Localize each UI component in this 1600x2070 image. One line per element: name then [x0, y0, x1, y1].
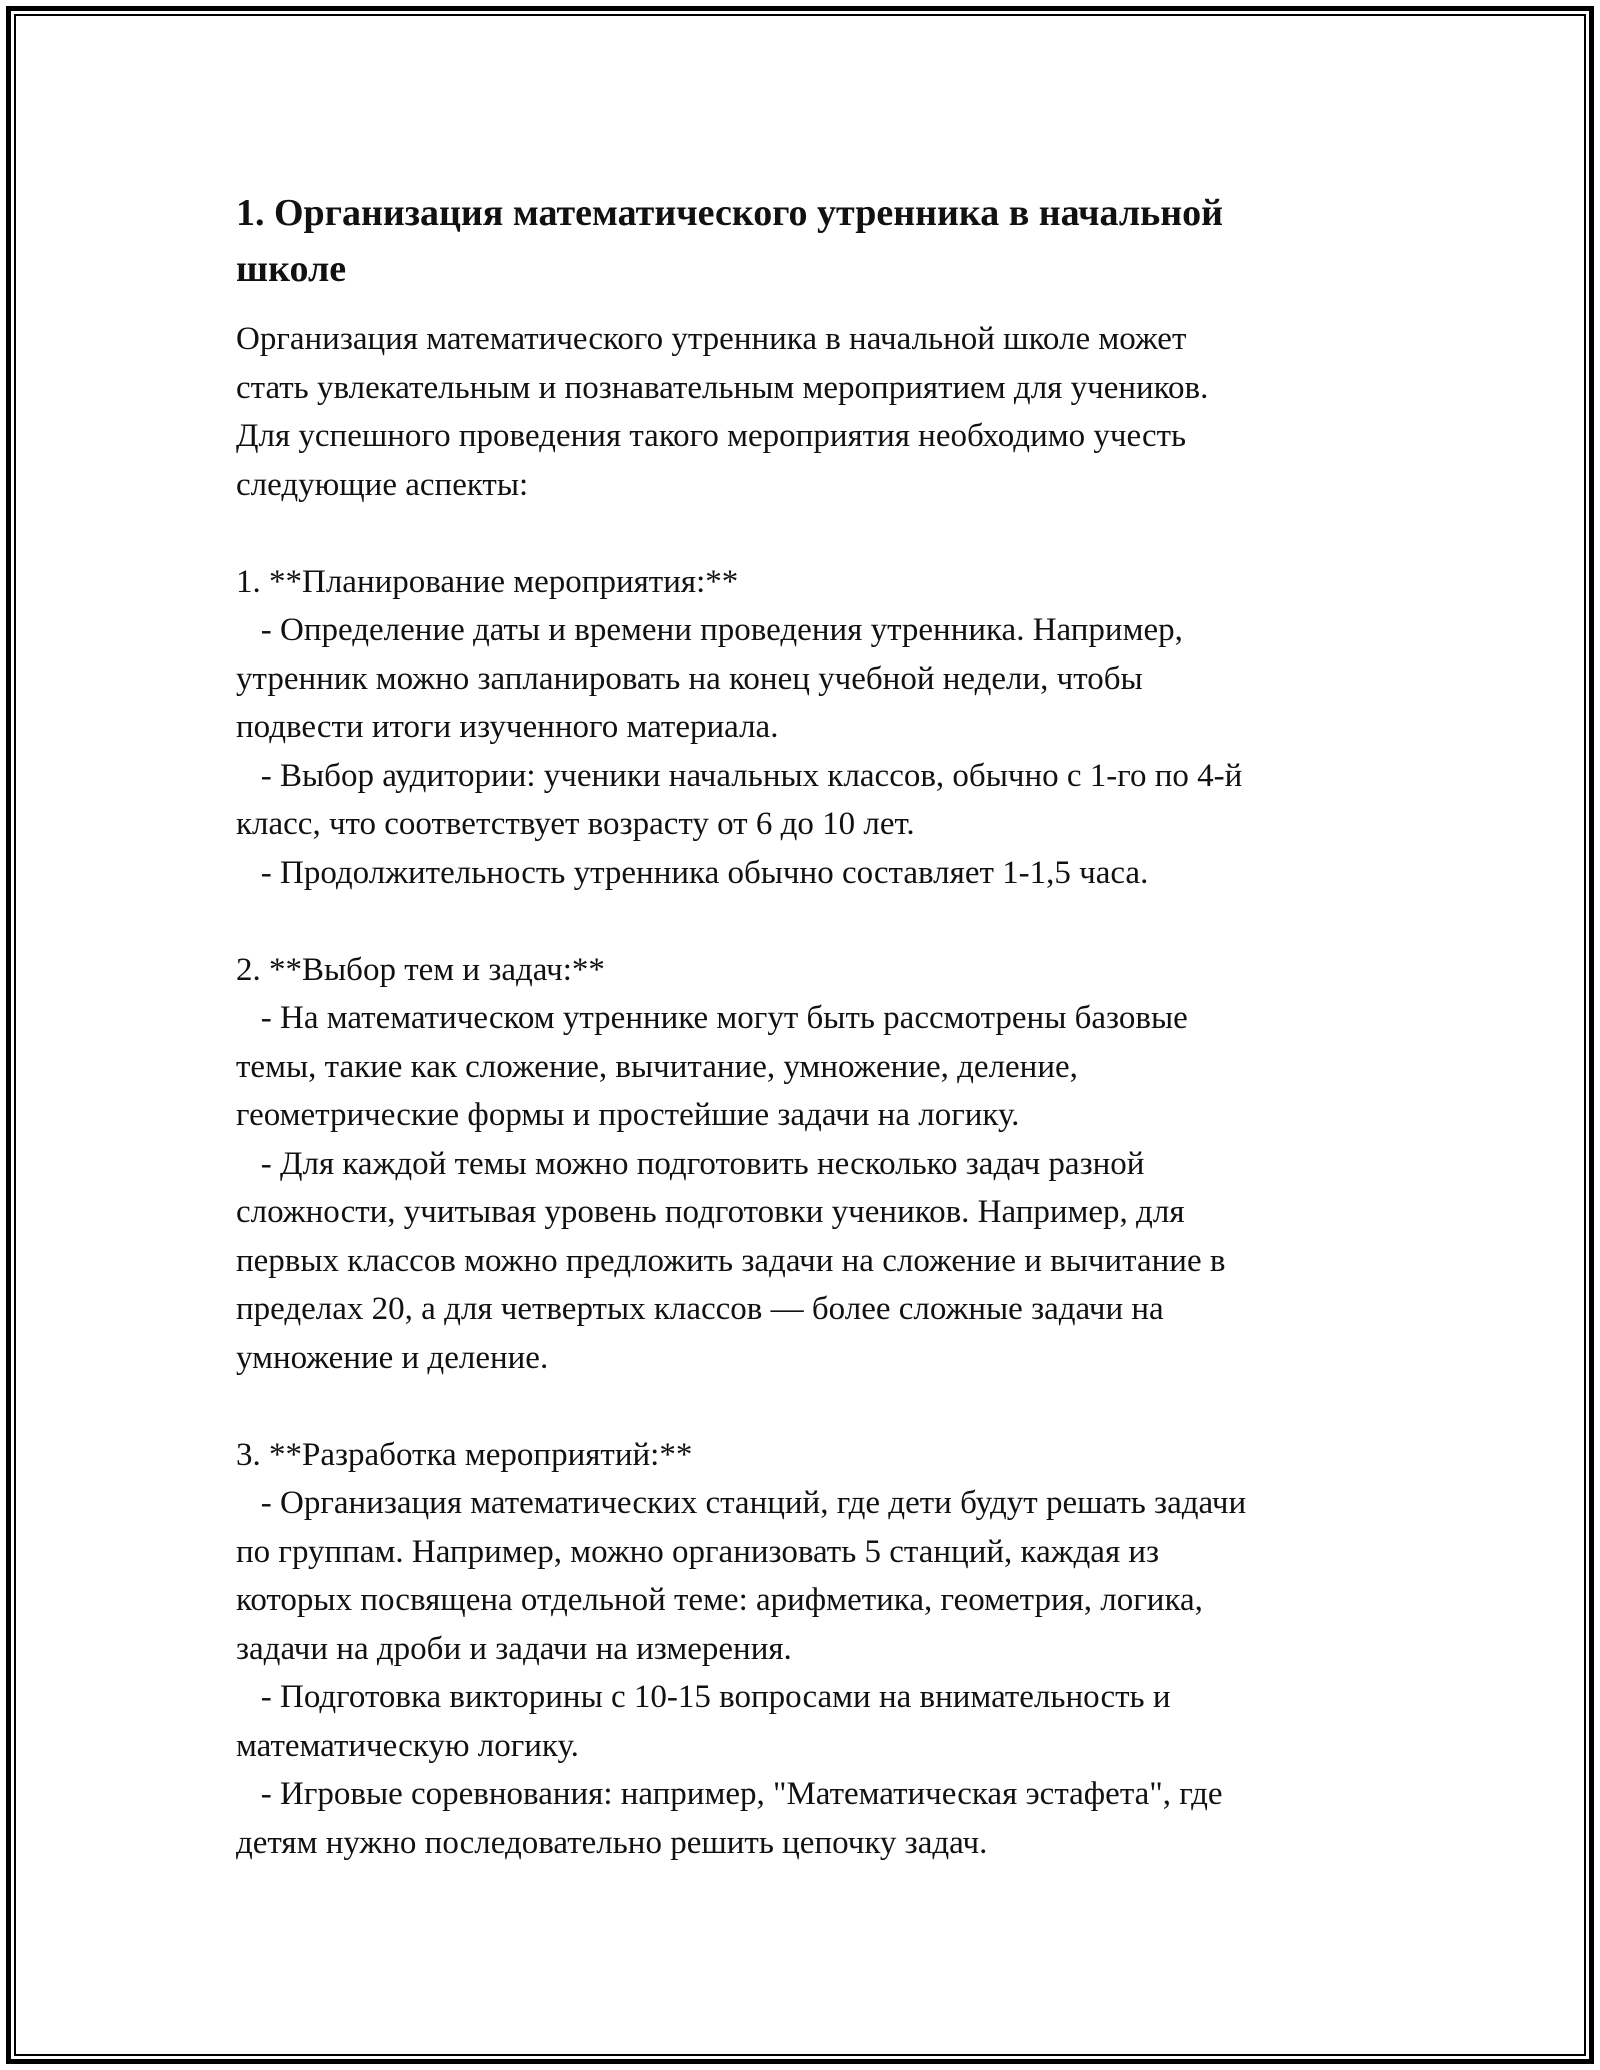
- section-line: - На математическом утреннике могут быть рассмотрены базовые: [236, 1000, 1188, 1036]
- section-line: - Для каждой темы можно подготовить несколько задач разной: [236, 1145, 1145, 1182]
- section-heading: 2. **Выбор тем и задач:**: [236, 951, 605, 988]
- section-topics: [236, 946, 1386, 1383]
- section-line: утренник можно запланировать на конец учебной недели, чтобы: [236, 660, 1143, 697]
- section-heading: 3. **Разработка мероприятий:**: [236, 1436, 693, 1473]
- section-line: класс, что соответствует возрасту от 6 до 10 лет.: [236, 806, 915, 842]
- section-line: - Игровые соревнования: например, "Математическая эстафета", где: [236, 1776, 1223, 1812]
- section-line: темы, такие как сложение, вычитание, умножение, деление,: [236, 1048, 1078, 1085]
- section-line: пределах 20, а для четвертых классов — более сложные задачи на: [236, 1291, 1164, 1327]
- section-line: сложности, учитывая уровень подготовки учеников. Например, для: [236, 1194, 1185, 1230]
- intro-line: стать увлекательным и познавательным мероприятием для учеников.: [236, 369, 1209, 406]
- section-line: умножение и деление.: [236, 1339, 549, 1376]
- blank-line: [236, 1382, 1386, 1431]
- intro-line: Для успешного проведения такого мероприятия необходимо учесть: [236, 418, 1187, 454]
- section-line: которых посвящена отдельной теме: арифметика, геометрия, логика,: [236, 1582, 1203, 1618]
- section-line: геометрические формы и простейшие задачи на логику.: [236, 1097, 1020, 1133]
- section-line: детям нужно последовательно решить цепочку задач.: [236, 1824, 988, 1861]
- section-line: по группам. Например, можно организовать 5 станций, каждая из: [236, 1533, 1160, 1570]
- document-title: [236, 185, 1386, 297]
- section-activities: [236, 1431, 1386, 1868]
- section-planning: [236, 558, 1386, 898]
- document-page: [236, 185, 1386, 1867]
- section-heading: 1. **Планирование мероприятия:**: [236, 563, 739, 600]
- blank-line: [236, 897, 1386, 946]
- section-line: - Подготовка викторины с 10-15 вопросами на внимательность и: [236, 1679, 1171, 1715]
- intro-line: Организация математического утренника в начальной школе может: [236, 321, 1187, 357]
- section-line: - Организация математических станций, где дети будут решать задачи: [236, 1485, 1247, 1521]
- title-line: 1. Организация математического утренника в начальной: [236, 192, 1224, 234]
- intro-line: следующие аспекты:: [236, 466, 529, 503]
- section-line: математическую логику.: [236, 1727, 579, 1764]
- section-line: - Определение даты и времени проведения утренника. Например,: [236, 612, 1183, 648]
- intro-paragraph: [236, 315, 1386, 509]
- section-line: первых классов можно предложить задачи на сложение и вычитание в: [236, 1242, 1226, 1279]
- title-line: школе: [236, 248, 347, 290]
- section-line: - Выбор аудитории: ученики начальных классов, обычно с 1-го по 4-й: [236, 757, 1243, 794]
- section-line: - Продолжительность утренника обычно составляет 1-1,5 часа.: [236, 854, 1149, 891]
- section-line: подвести итоги изученного материала.: [236, 709, 779, 745]
- section-line: задачи на дроби и задачи на измерения.: [236, 1630, 792, 1667]
- blank-line: [236, 509, 1386, 558]
